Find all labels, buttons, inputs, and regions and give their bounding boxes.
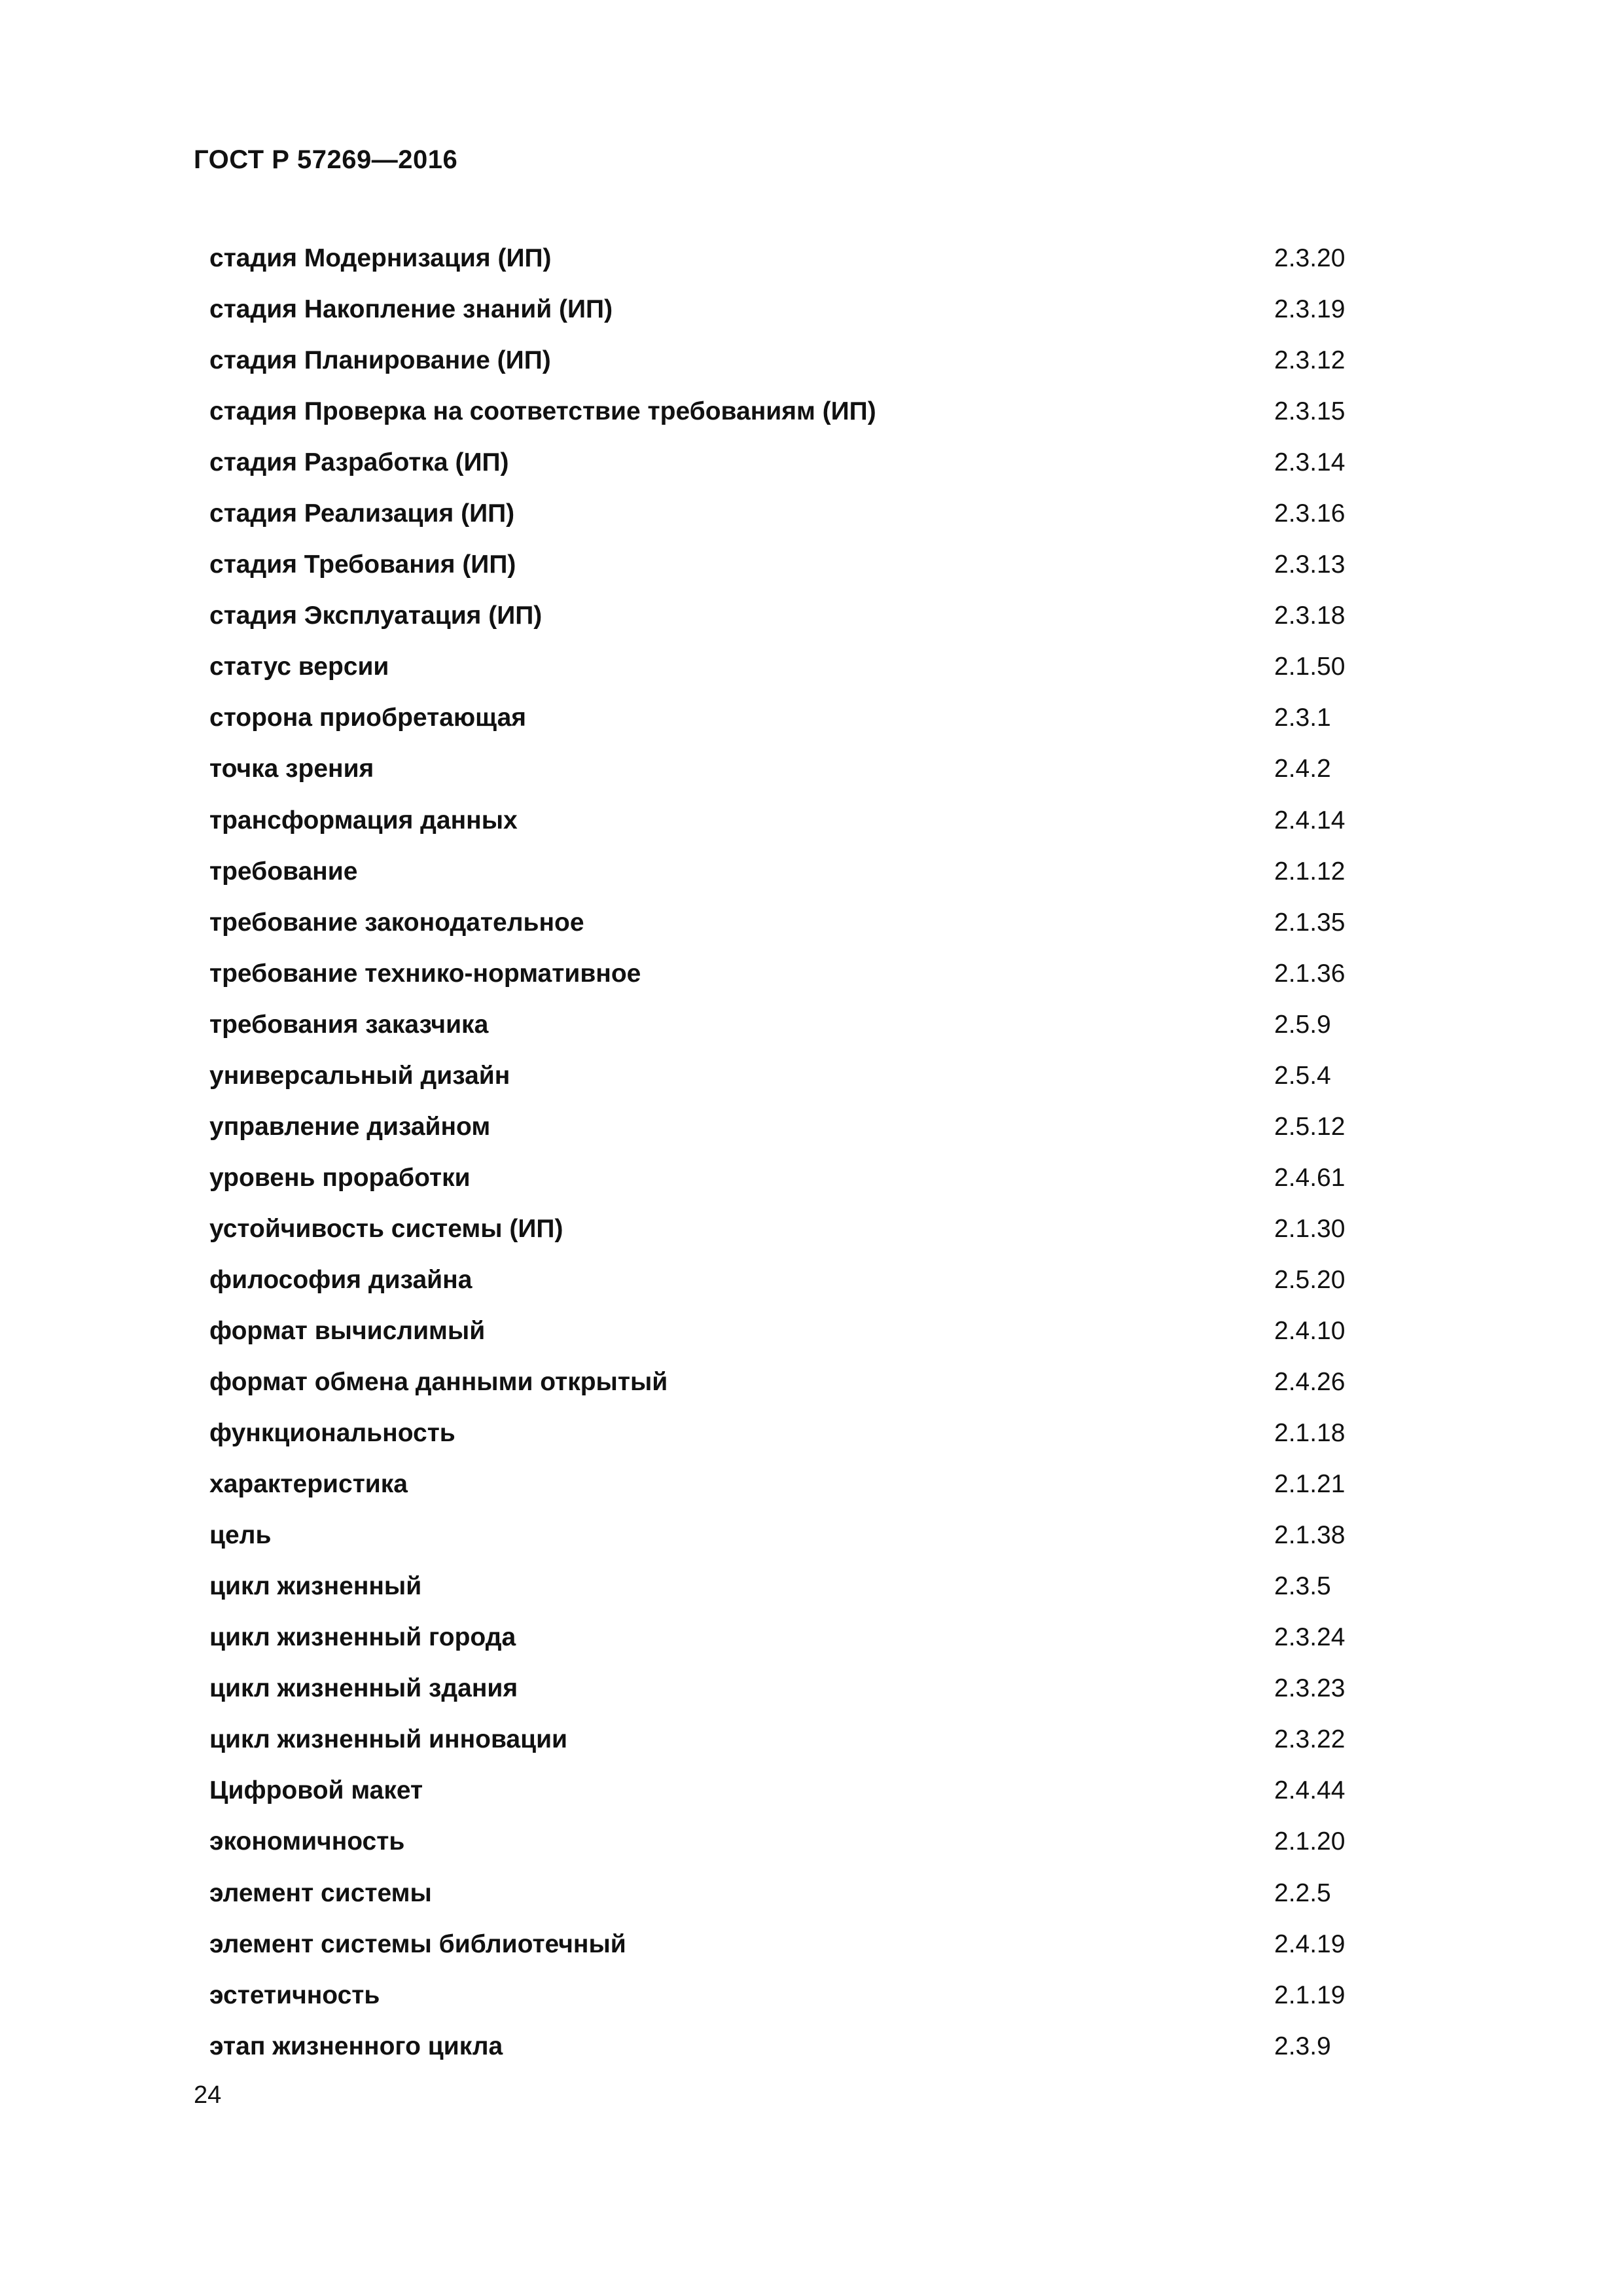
index-entry xyxy=(209,1510,1400,1561)
index-entry xyxy=(209,897,1400,948)
index-reference-number: 2.5.9 xyxy=(1274,1010,1331,1039)
index-term: функциональность xyxy=(209,1419,455,1448)
index-term: требования заказчика xyxy=(209,1010,489,1039)
page-number: 24 xyxy=(194,2081,222,2109)
index-term: стадия Планирование (ИП) xyxy=(209,346,551,375)
index-reference-number: 2.5.4 xyxy=(1274,1061,1331,1090)
index-reference-number: 2.3.9 xyxy=(1274,2032,1331,2060)
index-entry xyxy=(209,1255,1400,1306)
index-entry xyxy=(209,1050,1400,1102)
index-entry xyxy=(209,539,1400,590)
index-reference-number: 2.1.30 xyxy=(1274,1214,1346,1243)
index-reference-number: 2.3.19 xyxy=(1274,295,1346,324)
index-reference-number: 2.3.23 xyxy=(1274,1674,1346,1703)
index-entry xyxy=(209,999,1400,1050)
index-reference-number: 2.1.19 xyxy=(1274,1981,1346,2009)
index-reference-number: 2.2.5 xyxy=(1274,1878,1331,1907)
index-reference-number: 2.4.10 xyxy=(1274,1316,1346,1345)
index-term: формат вычислимый xyxy=(209,1316,486,1345)
index-term: управление дизайном xyxy=(209,1112,491,1141)
index-term: требование xyxy=(209,857,358,886)
index-term: цикл жизненный здания xyxy=(209,1674,518,1703)
index-reference-number: 2.4.14 xyxy=(1274,806,1346,834)
index-entry xyxy=(209,386,1400,437)
index-term: цикл жизненный инновации xyxy=(209,1725,568,1754)
index-term: требование законодательное xyxy=(209,908,584,937)
index-term: эстетичность xyxy=(209,1981,380,2009)
index-term: точка зрения xyxy=(209,755,374,783)
index-term: стадия Проверка на соответствие требованиям (ИП) xyxy=(209,397,876,426)
index-term: цель xyxy=(209,1521,272,1550)
index-term: уровень проработки xyxy=(209,1163,471,1192)
index-entry xyxy=(209,1102,1400,1153)
index-term: сторона приобретающая xyxy=(209,704,527,732)
index-entry xyxy=(209,1612,1400,1663)
index-term: экономичность xyxy=(209,1827,405,1856)
index-entry xyxy=(209,1306,1400,1357)
index-term: формат обмена данными открытый xyxy=(209,1368,668,1397)
index-entry xyxy=(209,846,1400,897)
index-reference-number: 2.4.61 xyxy=(1274,1163,1346,1192)
index-term: стадия Требования (ИП) xyxy=(209,550,516,579)
index-term: Цифровой макет xyxy=(209,1776,423,1805)
index-reference-number: 2.3.22 xyxy=(1274,1725,1346,1754)
index-term: философия дизайна xyxy=(209,1265,473,1294)
index-entry xyxy=(209,1663,1400,1714)
index-entry xyxy=(209,948,1400,999)
index-term: характеристика xyxy=(209,1470,408,1499)
index-entry xyxy=(209,233,1400,284)
index-reference-number: 2.3.24 xyxy=(1274,1623,1346,1652)
index-reference-number: 2.3.12 xyxy=(1274,346,1346,375)
index-reference-number: 2.3.16 xyxy=(1274,499,1346,528)
index-term: элемент системы xyxy=(209,1878,432,1907)
index-term: стадия Накопление знаний (ИП) xyxy=(209,295,613,324)
index-term: устойчивость системы (ИП) xyxy=(209,1214,563,1243)
index-reference-number: 2.3.15 xyxy=(1274,397,1346,426)
index-entry xyxy=(209,1765,1400,1816)
index-entry xyxy=(209,1816,1400,1867)
index-term: этап жизненного цикла xyxy=(209,2032,503,2060)
index-entry xyxy=(209,692,1400,744)
index-term: трансформация данных xyxy=(209,806,518,834)
index-reference-number: 2.3.13 xyxy=(1274,550,1346,579)
index-entry xyxy=(209,284,1400,335)
index-entry xyxy=(209,437,1400,488)
index-reference-number: 2.1.20 xyxy=(1274,1827,1346,1856)
index-entry xyxy=(209,1357,1400,1408)
index-reference-number: 2.4.44 xyxy=(1274,1776,1346,1805)
index-entry xyxy=(209,335,1400,386)
index-reference-number: 2.3.18 xyxy=(1274,601,1346,630)
index-entry xyxy=(209,795,1400,846)
index-reference-number: 2.1.36 xyxy=(1274,959,1346,988)
index-reference-number: 2.4.2 xyxy=(1274,755,1331,783)
index-entry xyxy=(209,1919,1400,1970)
index-entry xyxy=(209,1561,1400,1612)
index-reference-number: 2.5.20 xyxy=(1274,1265,1346,1294)
index-reference-number: 2.1.12 xyxy=(1274,857,1346,886)
index-entry xyxy=(209,2021,1400,2072)
index-term: стадия Реализация (ИП) xyxy=(209,499,515,528)
index-term: цикл жизненный xyxy=(209,1572,422,1601)
index-reference-number: 2.1.21 xyxy=(1274,1470,1346,1499)
term-index-list xyxy=(209,233,1400,2072)
index-term: требование технико-нормативное xyxy=(209,959,641,988)
index-term: стадия Эксплуатация (ИП) xyxy=(209,601,543,630)
index-reference-number: 2.1.18 xyxy=(1274,1419,1346,1448)
index-entry xyxy=(209,1459,1400,1510)
index-entry xyxy=(209,590,1400,641)
index-entry xyxy=(209,1408,1400,1459)
index-reference-number: 2.3.14 xyxy=(1274,448,1346,477)
index-reference-number: 2.1.50 xyxy=(1274,653,1346,681)
index-entry xyxy=(209,641,1400,692)
index-term: статус версии xyxy=(209,653,389,681)
index-entry xyxy=(209,1153,1400,1204)
index-entry xyxy=(209,1970,1400,2021)
index-reference-number: 2.3.5 xyxy=(1274,1572,1331,1601)
index-term: цикл жизненный города xyxy=(209,1623,516,1652)
index-term: универсальный дизайн xyxy=(209,1061,510,1090)
index-reference-number: 2.1.35 xyxy=(1274,908,1346,937)
index-reference-number: 2.3.20 xyxy=(1274,244,1346,272)
index-term: стадия Модернизация (ИП) xyxy=(209,244,552,272)
index-entry xyxy=(209,1868,1400,1919)
index-reference-number: 2.5.12 xyxy=(1274,1112,1346,1141)
index-entry xyxy=(209,488,1400,539)
index-entry xyxy=(209,744,1400,795)
index-term: стадия Разработка (ИП) xyxy=(209,448,509,477)
index-reference-number: 2.1.38 xyxy=(1274,1521,1346,1550)
index-reference-number: 2.3.1 xyxy=(1274,704,1331,732)
index-entry xyxy=(209,1714,1400,1765)
index-reference-number: 2.4.19 xyxy=(1274,1929,1346,1958)
index-entry xyxy=(209,1204,1400,1255)
index-term: элемент системы библиотечный xyxy=(209,1929,626,1958)
index-reference-number: 2.4.26 xyxy=(1274,1368,1346,1397)
document-header-title: ГОСТ Р 57269—2016 xyxy=(194,145,458,174)
